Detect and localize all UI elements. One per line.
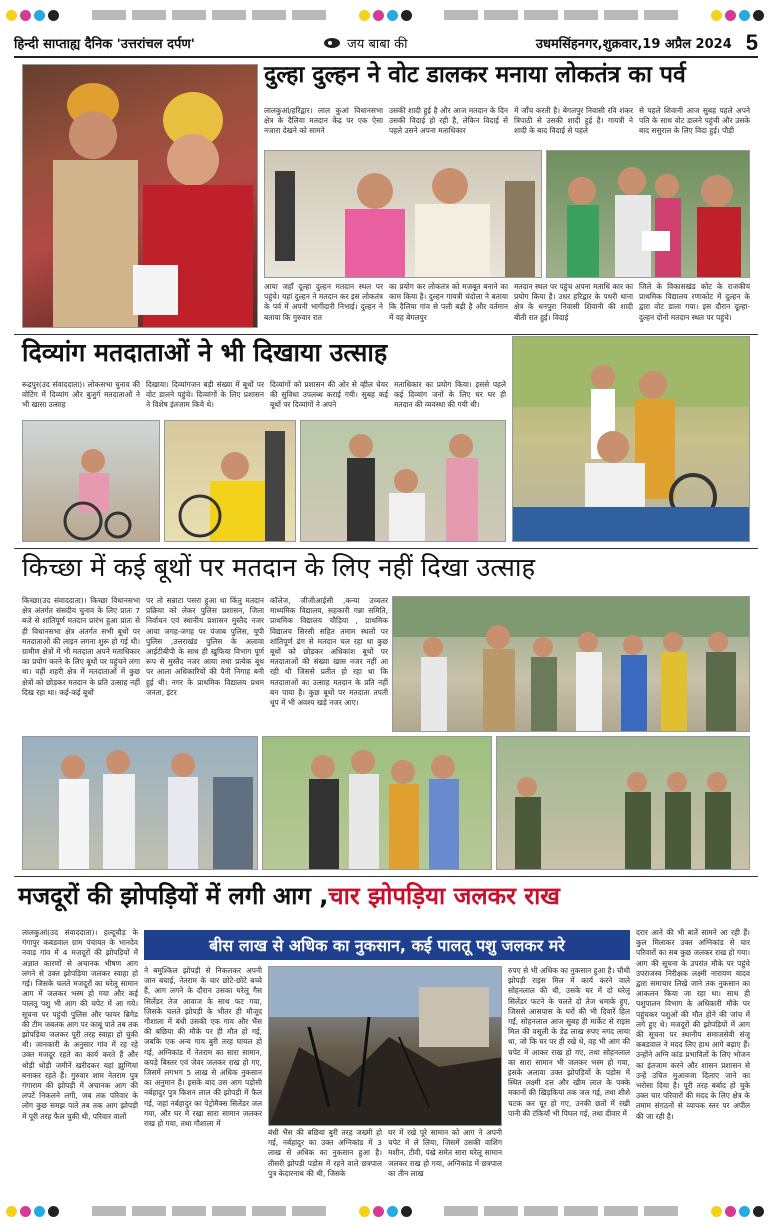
photo-security-forces (496, 736, 750, 870)
dot-magenta (20, 10, 31, 21)
photo-wheelchair-man (22, 420, 160, 542)
masthead-middle (323, 34, 407, 52)
photo-burnt-huts (268, 966, 502, 1126)
story1-col1b: आया जहाँ दूल्हा दुल्हन मतदान स्थल पर पहुंचे। यहां दुल्हन ने मतदान कर इस लोकतंत्र के पर्व में अपनी भागीदारी निभाई। दुल्हन ने बताया कि गुरुवार रात (264, 282, 383, 322)
page-number: 5 (745, 30, 758, 55)
registration-bar-bottom (0, 1202, 770, 1220)
photo-bride-with-family (546, 150, 750, 278)
divider (14, 548, 758, 549)
divider (14, 876, 758, 877)
photo-voters-at-booth (300, 420, 506, 542)
story4-col4: दरार आने की भी बातें सामने आ रही हैं। कुल मिलाकर उक्त अग्निकांड से चार परिवारों का सब कुछ जलकर राख हो गया। आग की सूचना के उपरांत मौके पर पहुंचे उपराजस्व निरीक्षक लक्ष्मी नारायण यादव द्वारा समाचार लिखे जाने तक नुकसान का आकलन किया जा रहा था। साथ ही पशुपालन विभाग के अधिकारी मौके पर पहुंचकर पशुओं की मौत होने की जांच में लगे हुए थे। मजदूरों की झोपड़ियों में आग की सूचना पर स्थानीय समाजसेवी संजू कबडवाल ने मदद लिए हाथ आगे बढ़ाए हैं। उन्होंने अग्नि कांड प्रभावितों के लिए भोजन का इंतजाम करने और शासन प्रशासन से उन्हें उचित मुआवजा दिलाए जाने का भरोसा दिया है। पूरी तरह बर्बाद हो चुके उक्त चार परिवारों की मदद के लिए क्षेत्र के तमाम संगठनों से व्यापक स्तर पर अपील की जा रही है। (636, 928, 750, 1121)
subheadline-story4: बीस लाख से अधिक का नुकसान, कई पालतू पशु जलकर मरे (144, 930, 630, 960)
story2-col4: मताधिकार का प्रयोग किया। इससे पहले कई दिव्यांग जनों के लिए घर घर ही मतदान की व्यवस्था की गयी थी। (394, 380, 506, 410)
story1-col3b: मतदान स्थल पर पहुंच अपना मताधि कार का प्रयोग किया है। उधर हरिद्वार के पथरी थाना क्षेत्र के धनपुरा निवासी शिवानी की शादी बीती रात हुई। विदाई (514, 282, 633, 322)
photo-police-at-booth (392, 596, 750, 732)
photo-bride-groom (22, 64, 258, 328)
story4-col2b: बंधी भैंस की बछिया बुरी तरह जख्मी हो गई, नर्बहादुर का उक्त अग्निकांड में 3 लाख से अधिक का नुकसान हुआ है। तीसरी झोपड़ी पड़ोस में रहने वाले छत्रपाल पुत्र केदारनाथ की थी, जिसके (268, 1128, 382, 1178)
photo-couple-voting (264, 150, 542, 278)
story1-col4b: जिले के विकासखंड कोट के राजकीय प्राथमिक विद्यालय रणाकोट में दुल्हन के द्वारा वोट डाला गया। इस दौरान दूल्हा-दुल्हन दोनों मतदान स्थल पर पहुंचे। (639, 282, 750, 322)
headline-story4 (18, 884, 560, 908)
color-dots (359, 10, 412, 21)
story4-col1: लालकुआं(उद संवाददाता)। हल्दूचौड़ के गंगापुर कबडवाल ग्राम पंचायत के भानदेव नवाड़ गांव में 4 मजदूरों की झोपड़ियों में अज्ञात कारणों से अचानक भीषण आग लगने से उक्त झोपड़िया जलकर स्वाहा हो गई। जिसके चलते मजदूरों का घरेलू सामान आग में जलकर भस्म हो गया और कई पालतू पशु भी आग की चपेट में आ गये। सूचना पर पहुंची पुलिस और फायर ब्रिगेड की टीम जबतक आग पर काबू पाते तब तक झोपड़िया जलकर पूरी तरह स्वाहा हो चुकी थी। जानकारी के अनुसार गांव में रह रहे उक्त मजदूर रहते का कार्य करते हैं और थोड़ी थोड़ी जमीनें खरीदकर यहां झुग्गियां बनाकर रहते हैं। गुरुवार शाम नेतराम पुत्र गंगाराम की झोपड़ी में अचानक आग की लपटें निकलने लगी, जब तक परिवार के लोग कुछ समझ पाते तब तक आग झोपड़ी में पूरी तरह फैल चुकी थी, परिवार वालों (22, 928, 138, 1121)
dot-black (48, 10, 59, 21)
story1-col2: उसकी शादी हुई है और आज मतदान के दिन उसकी विदाई हो रही है, लेकिन विदाई से पहले उसने अपना मताधिकार (389, 106, 508, 136)
grey-blocks (444, 10, 678, 20)
dateline: उधमसिंहनगर,शुक्रवार,19 अप्रैल 2024 (535, 37, 732, 52)
photo-elderly-voter (512, 336, 750, 542)
story2-col3: दिव्यांगों को प्रशासन की ओर से व्हील चेयर की सुविधा उपलब्ध कराई गयी। सुबह कई बूथों पर दिव्यांगों ने अपने (270, 380, 388, 410)
dot-yellow (6, 10, 17, 21)
story3-col2: पर तो सन्नाटा पसरा हुआ था किंतु मतदान प्रक्रिया को लेकर पुलिस प्रशासन, जिला निर्वाचन एवं स्थानीय प्रशासन मुस्तैद नजर आया जगह-जगह पर पंजाब पुलिस, यूपी पुलिस ,उत्तराखंड पुलिस के अलावा आईटीबीपी के साथ ही खुफिया विभाग पूर्ण रूप से मुस्तैद नजर आया तथा प्रत्येक बूथ पर आला अधिकारियों की पैनी निगाह बनी हुई थी। नगर के प्राथमिक विद्यालय प्रथम जनता, इंटर (146, 596, 264, 697)
story1-col4: से पहले शिवानी आज सुबह पहले अपने पति के साथ वोट डालने पहुंची और उसके बाद ससुराल के लिए विदा हुई। पौड़ी (639, 106, 750, 136)
story4-col3b: घर में रखे पूरे सामान को आग ने अपनी चपेट में ले लिया, जिसमें उसकी वाशिंग मशीन, टीवी, पंखे समेत सारा घरेलू सामान जलकर राख हो गया, अग्निकांड में छत्रपाल का तीन लाख (388, 1128, 502, 1178)
headline-story1: दुल्हा दुल्हन ने वोट डालकर मनाया लोकतंत्र का पर्व (264, 62, 686, 88)
headline-story4-part1: मजदूरों की झोपड़ियों में लगी आग , (18, 882, 329, 910)
story4-col2: ने बमुश्किल झोपड़ी से निकलकर अपनी जान बचाई, नेतराम के चार छोटे-छोटे बच्चे हैं, आग लगने के दौरान उसका घरेलू गैस सिलेंडर तेज आवाज के साथ फट गया, जिसके चलते झोपड़ी के भीतर ही मौजूद गौशाला में बंधी उसकी एक गाय और भैंस की बछिया की मौके पर ही मौत हो गई, जबकि एक अन्य गाय बुरी तरह घायल हो गई, अग्निकांड में नेतराम का सारा सामान, कपड़े बिस्तर एवं जेवर जलकर राख हो गए, जिसमें लगभग 5 लाख से अधिक नुकसान का अनुमान है। इसके बाद उस आग पड़ोसी नर्बहादुर पुत्र किशन लाल की झोपड़ी में फैल गई, जहां नर्बहादुर का पेट्रोमैक्स सिलेंडर जल गया, और घर में रखा सारा सामान जलकर राख हो गया, तथा गौशाला में (144, 966, 262, 1129)
slogan: जय बाबा की (347, 37, 408, 52)
story2-col1: रूद्रपुर(उद संवाददाता)। लोकसभा चुनाव की वोटिंग में दिव्यांग और बुजुर्ग मतदाताओं ने भी खासा उत्साह (22, 380, 140, 410)
color-dots (711, 10, 764, 21)
story3-col3: कॉलेज, जीजीआईसी ,कन्या उच्चतर माध्यमिक विद्यालय, सहकारी गन्ना समिति, प्राथमिक विद्यालय चौड़िया , प्राथमिक विद्यालय सिरसी सहित तमाम स्थलों पर शांतिपूर्ण ढंग से मतदान चल रहा था कुछ बूथों को छोड़कर अधिकांश बूथों पर मतदाताओं की संख्या खास नजर नहीं आ रही थी जिससे प्रतीत हो रहा था कि मतदाताओं का उत्साह मतदान के प्रति नहीं बन पाया है। कुछ बूथों पर मतदाता तपती धूप में भी अवश्य खड़े नजर आए। (270, 596, 388, 708)
masthead (14, 30, 758, 58)
masthead-right (536, 30, 758, 56)
om-icon (323, 37, 341, 49)
registration-bar-top (0, 6, 770, 24)
story1-col2b: का प्रयोग कर लोकतंत्र को मजबूत बनाने का काम किया है। दुल्हन गायत्री चंदोला ने बताया कि दैलिया गांव से पली बढ़ी है और वर्तमान में वह बेगलपुर (389, 282, 508, 322)
story3-col1: किच्छा(उद संवाददाता)। किच्छा विधानसभा क्षेत्र अंतर्गत संसदीय चुनाव के लिए प्रातः 7 बजे से शांतिपूर्ण मतदान प्रारंभ हुआ प्रातः से ही विधानसभा क्षेत्र अंतर्गत सभी बूथों पर मतदाताओं की लाइन लगना शुरू हो गई थी। ग्रामीण क्षेत्रों में भी मतदाता अपने मताधिकार का प्रयोग करने के लिए बूथों पर पहुंचने लगा था। वहीं शहरी क्षेत्र में मतदाताओं में कुछ क्षेत्रों को छोड़कर मतदान के प्रति उत्साह नहीं दिख रहा था। कई-कई बूथों (22, 596, 140, 697)
newspaper-name: हिन्दी साप्ताह्य दैनिक 'उत्तरांचल दर्पण' (14, 37, 195, 52)
headline-story2: दिव्यांग मतदाताओं ने भी दिखाया उत्साह (22, 338, 388, 367)
color-dots (6, 10, 59, 21)
story1-col3: में जाँच करती है। बेगलपुर निवासी रवि शंकर त्रिपाठी से उसकी शादी हुई है। गायत्री ने शादी के बाद विदाई से पहले (514, 106, 633, 136)
headline-story3: किच्छा में कई बूथों पर मतदान के लिए नहीं दिखा उत्साह (22, 553, 536, 583)
photo-officials-walking (22, 736, 258, 870)
photo-wheelchair-woman (164, 420, 296, 542)
photo-voters-outdoors (262, 736, 492, 870)
grey-blocks (92, 10, 326, 20)
headline-story4-part2: चार झोपड़िया जलकर राख (328, 882, 560, 910)
story2-col2: दिखाया। दिव्यांगजन बड़ी संख्या में बूथों पर वोट डालने पहुंचे। दिव्यांगों के लिए प्रशासन ने विशेष इंतजाम किये थे। (146, 380, 264, 410)
story1-col1: लालकुआं/हरिद्वार। लाल कुआं विधानसभा क्षेत्र के दैलिया मतदान केंद्र पर एक ऐसा नजारा देखने को सामने (264, 106, 383, 136)
divider (14, 334, 758, 335)
dot-cyan (34, 10, 45, 21)
story4-col3: रुपए से भी अधिक का नुकसान हुआ है। चौथी झोपड़ी राइस मिल में कार्य करने वाले सोहनलाल की थी, उसके घर में दो घरेलू सिलेंडर फटने के चलते दो तेज धमाके हुए, जिससे आसपास के घरों की भी दिवारें हिल गईं, सोहनलाल आज सुबह ही मार्केट से राइस मिल की वसूली के डेढ़ लाख रुपए नगद लाया था, जो कि घर पर ही रखे थे, वह भी आग की चपेट में आकर राख हो गए, तथा सोहनलाल का सारा सामान भी जलकर भस्म हो गया, इसके अलावा उक्त झोपड़ियों के पड़ोस में स्थित लक्ष्मी दत्त और खीम लाल के पक्के मकानों की खिड़कियां तक जल गई, तथा शीशे चटक कर चूर हो गए, उनकी छतों में रखी पानी की टंकियाँ भी पिघल गई, तथा दीवार में (508, 966, 630, 1118)
